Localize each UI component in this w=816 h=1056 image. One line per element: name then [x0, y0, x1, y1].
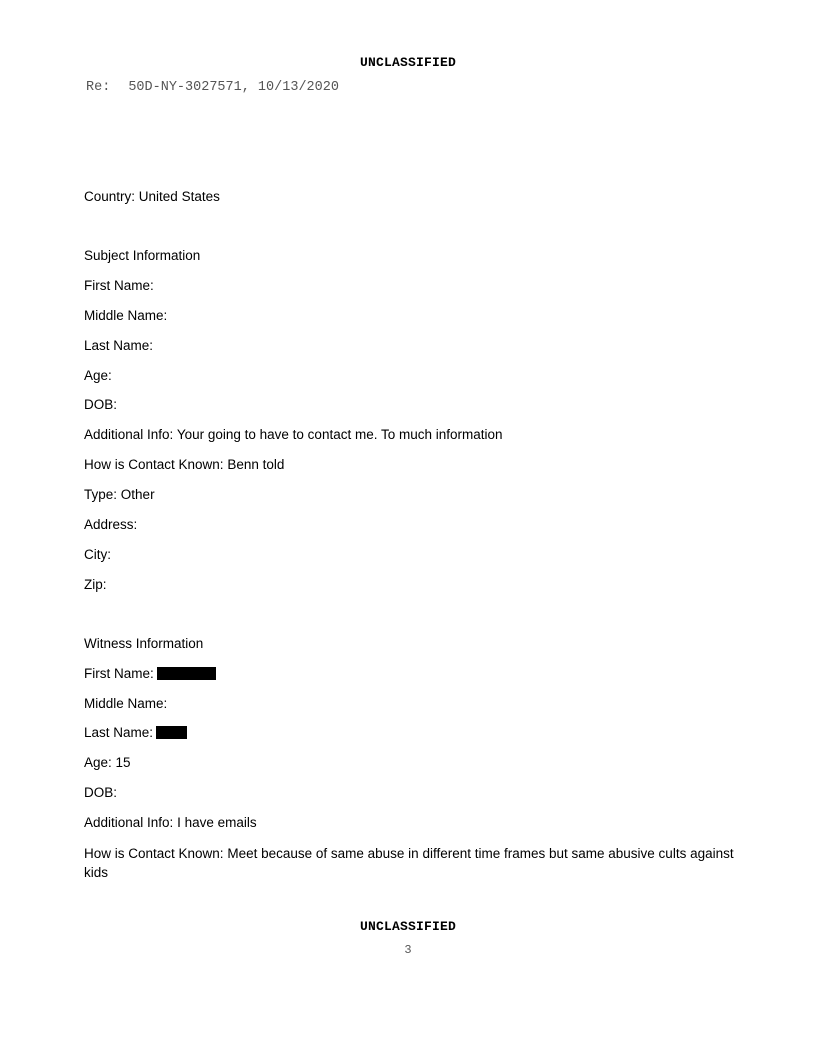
- witness-last-name: [84, 724, 187, 742]
- redaction-bar: [157, 667, 216, 680]
- subject-city: City:: [84, 547, 111, 562]
- classification-header: UNCLASSIFIED: [359, 55, 456, 70]
- subject-contact-known: [84, 456, 284, 474]
- witness-additional-info-label: Additional Info:: [84, 815, 174, 830]
- subject-type: [84, 486, 155, 504]
- witness-middle-name: Middle Name:: [84, 696, 168, 711]
- subject-additional-info-value: Your going to have to contact me. To much information: [176, 427, 503, 442]
- subject-zip: Zip:: [84, 577, 107, 592]
- witness-additional-info-value: I have emails: [177, 815, 257, 830]
- witness-heading: Witness Information: [84, 636, 204, 651]
- witness-age-label: Age:: [84, 755, 112, 770]
- witness-first-name-label: First Name:: [84, 666, 154, 681]
- reference-value: 50D-NY-3027571, 10/13/2020: [128, 80, 339, 95]
- witness-contact-known-label: How is Contact Known:: [84, 846, 224, 861]
- redaction-bar: [156, 726, 187, 739]
- witness-last-name-label: Last Name:: [84, 725, 154, 740]
- subject-last-name: Last Name:: [84, 338, 154, 353]
- subject-contact-known-value: Benn told: [227, 457, 285, 472]
- subject-age: Age:: [84, 368, 112, 383]
- classification-footer: UNCLASSIFIED: [359, 919, 456, 934]
- reference-line: [86, 80, 339, 95]
- subject-additional-info: [84, 426, 503, 444]
- page-number: 3: [404, 943, 412, 957]
- witness-dob: DOB:: [84, 785, 118, 800]
- witness-contact-known-value: Meet because of same abuse in different time frames but same abusive cults against kids: [84, 846, 734, 880]
- subject-heading: Subject Information: [84, 248, 201, 263]
- witness-first-name: [84, 665, 216, 683]
- witness-additional-info: [84, 814, 257, 832]
- witness-contact-known: [84, 844, 744, 882]
- subject-type-value: Other: [120, 487, 155, 502]
- witness-age: [84, 754, 131, 772]
- subject-address: Address:: [84, 517, 138, 532]
- witness-age-value: 15: [115, 755, 131, 770]
- subject-type-label: Type:: [84, 487, 118, 502]
- country-line: [84, 188, 220, 206]
- subject-middle-name: Middle Name:: [84, 308, 168, 323]
- reference-label: Re:: [86, 80, 111, 95]
- country-label: Country:: [84, 189, 136, 204]
- subject-additional-info-label: Additional Info:: [84, 427, 174, 442]
- subject-first-name: First Name:: [84, 278, 154, 293]
- subject-contact-known-label: How is Contact Known:: [84, 457, 224, 472]
- subject-dob: DOB:: [84, 397, 118, 412]
- country-value: United States: [138, 189, 220, 204]
